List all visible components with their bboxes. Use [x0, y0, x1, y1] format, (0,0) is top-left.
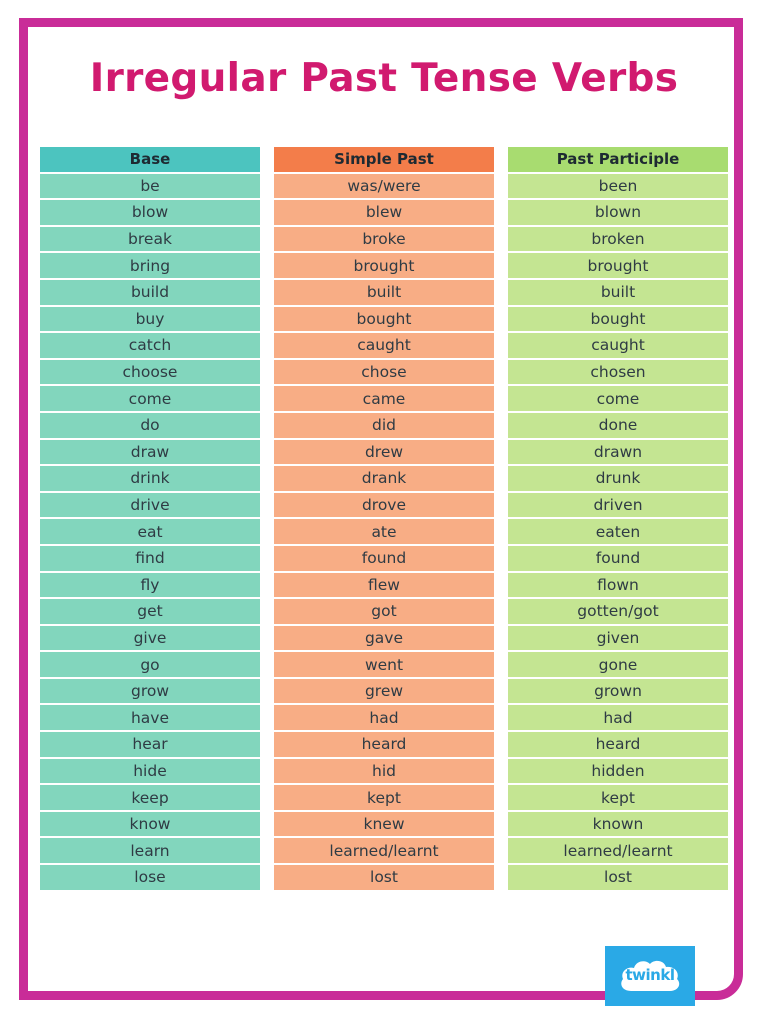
simple-past-cell: lost — [274, 865, 494, 890]
simple-past-cell: knew — [274, 812, 494, 837]
simple-past-cell: ate — [274, 519, 494, 544]
simple-past-cell: blew — [274, 200, 494, 225]
simple-past-column-header: Simple Past — [274, 147, 494, 172]
base-verb-cell: keep — [40, 785, 260, 810]
simple-past-cell: bought — [274, 307, 494, 332]
base-verb-cell: find — [40, 546, 260, 571]
past-participle-cell: bought — [508, 307, 728, 332]
base-verb-cell: drive — [40, 493, 260, 518]
past-participle-cell: gotten/got — [508, 599, 728, 624]
base-column-header: Base — [40, 147, 260, 172]
simple-past-cell: found — [274, 546, 494, 571]
simple-past-cell: had — [274, 705, 494, 730]
simple-past-cell: did — [274, 413, 494, 438]
past-participle-cell: learned/learnt — [508, 838, 728, 863]
simple-past-cell: came — [274, 386, 494, 411]
base-verb-cell: catch — [40, 333, 260, 358]
base-verb-cell: know — [40, 812, 260, 837]
simple-past-cell: drank — [274, 466, 494, 491]
base-verb-cell: lose — [40, 865, 260, 890]
base-verb-cell: draw — [40, 440, 260, 465]
simple-past-cell: chose — [274, 360, 494, 385]
past-participle-cell: done — [508, 413, 728, 438]
base-verb-cell: blow — [40, 200, 260, 225]
page-title: Irregular Past Tense Verbs — [89, 56, 679, 101]
past-participle-cell: come — [508, 386, 728, 411]
base-verb-cell: give — [40, 626, 260, 651]
base-verb-cell: bring — [40, 253, 260, 278]
base-verb-cell: go — [40, 652, 260, 677]
past-participle-column-header: Past Participle — [508, 147, 728, 172]
simple-past-cell: built — [274, 280, 494, 305]
past-participle-cell: given — [508, 626, 728, 651]
past-participle-cell: broken — [508, 227, 728, 252]
past-participle-cell: chosen — [508, 360, 728, 385]
past-participle-cell: drawn — [508, 440, 728, 465]
base-verb-cell: grow — [40, 679, 260, 704]
simple-past-cell: hid — [274, 759, 494, 784]
simple-past-cell: broke — [274, 227, 494, 252]
simple-past-column — [274, 147, 494, 892]
past-participle-cell: grown — [508, 679, 728, 704]
base-verb-cell: hear — [40, 732, 260, 757]
past-participle-cell: gone — [508, 652, 728, 677]
base-verb-cell: build — [40, 280, 260, 305]
simple-past-cell: gave — [274, 626, 494, 651]
base-verb-cell: eat — [40, 519, 260, 544]
base-column — [40, 147, 260, 892]
base-verb-cell: come — [40, 386, 260, 411]
past-participle-cell: built — [508, 280, 728, 305]
simple-past-cell: got — [274, 599, 494, 624]
past-participle-cell: hidden — [508, 759, 728, 784]
simple-past-cell: brought — [274, 253, 494, 278]
past-participle-cell: known — [508, 812, 728, 837]
base-verb-cell: get — [40, 599, 260, 624]
simple-past-cell: grew — [274, 679, 494, 704]
past-participle-cell: eaten — [508, 519, 728, 544]
simple-past-cell: heard — [274, 732, 494, 757]
simple-past-cell: learned/learnt — [274, 838, 494, 863]
simple-past-cell: kept — [274, 785, 494, 810]
past-participle-cell: been — [508, 174, 728, 199]
simple-past-cell: flew — [274, 573, 494, 598]
past-participle-cell: lost — [508, 865, 728, 890]
base-verb-cell: drink — [40, 466, 260, 491]
simple-past-cell: drove — [274, 493, 494, 518]
past-participle-cell: kept — [508, 785, 728, 810]
base-verb-cell: choose — [40, 360, 260, 385]
base-verb-cell: have — [40, 705, 260, 730]
past-participle-cell: brought — [508, 253, 728, 278]
past-participle-cell: blown — [508, 200, 728, 225]
past-participle-cell: had — [508, 705, 728, 730]
base-verb-cell: do — [40, 413, 260, 438]
past-participle-cell: heard — [508, 732, 728, 757]
base-verb-cell: buy — [40, 307, 260, 332]
past-participle-cell: driven — [508, 493, 728, 518]
simple-past-cell: was/were — [274, 174, 494, 199]
simple-past-cell: drew — [274, 440, 494, 465]
base-verb-cell: be — [40, 174, 260, 199]
past-participle-cell: found — [508, 546, 728, 571]
simple-past-cell: went — [274, 652, 494, 677]
logo-text: twinkl — [625, 966, 675, 984]
past-participle-cell: flown — [508, 573, 728, 598]
base-verb-cell: learn — [40, 838, 260, 863]
cloud-icon — [617, 957, 683, 995]
base-verb-cell: break — [40, 227, 260, 252]
past-participle-cell: drunk — [508, 466, 728, 491]
base-verb-cell: fly — [40, 573, 260, 598]
twinkl-logo — [605, 946, 695, 1006]
past-participle-cell: caught — [508, 333, 728, 358]
base-verb-cell: hide — [40, 759, 260, 784]
past-participle-column — [508, 147, 728, 892]
simple-past-cell: caught — [274, 333, 494, 358]
